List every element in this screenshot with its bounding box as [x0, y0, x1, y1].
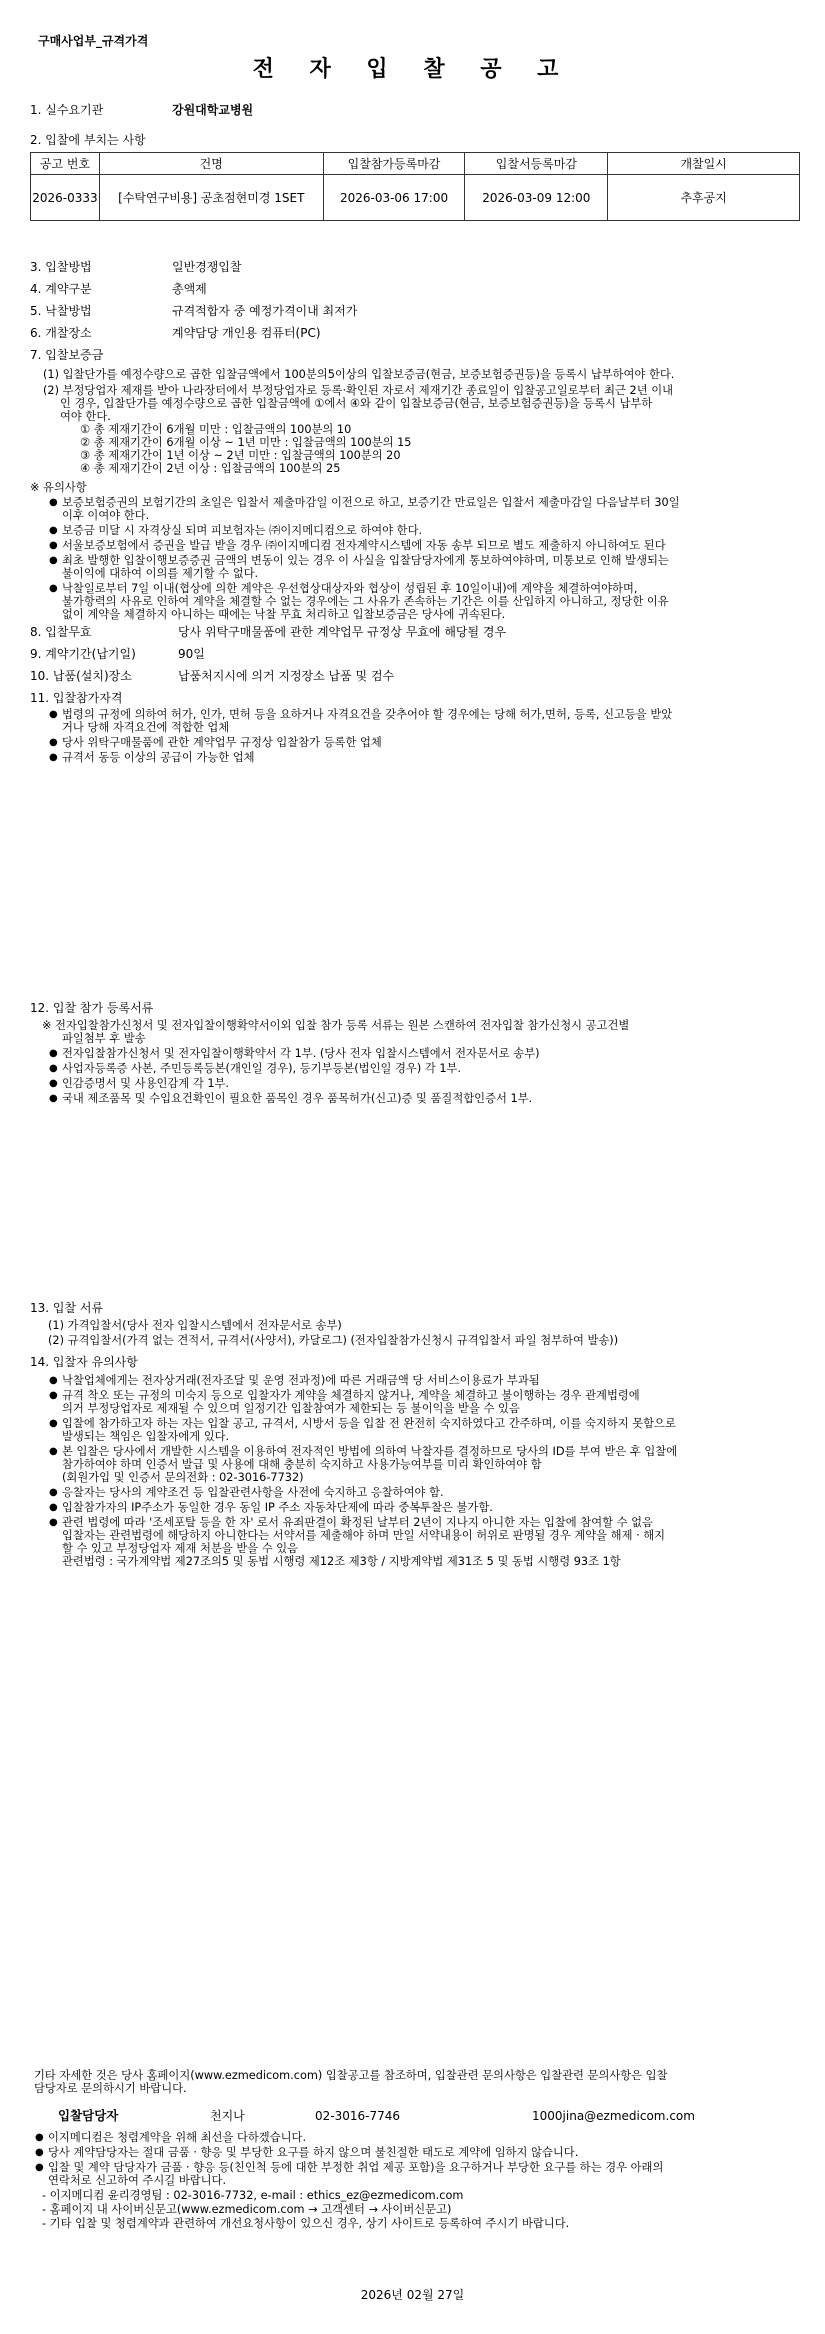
bid-method: 일반경쟁입찰	[172, 260, 242, 274]
ethics-contact-1: - 이지메디컴 윤리경영팀 : 02-3016-7732, e-mail : ethics_ez@ezmedicom.com	[42, 2189, 464, 2202]
ethics-contact-2: - 홈페이지 내 사이버신문고(www.ezmedicom.com → 고객센터 → 사이버신문고)	[42, 2203, 452, 2216]
caution-2-line1: ● 규격 착오 또는 규정의 미숙지 등으로 입찰자가 계약을 체결하지 않거나, 계약을 체결하고 불이행하는 경우 관계법령에	[62, 1389, 640, 1402]
registration-doc-1: ● 전자입찰참가신청서 및 전자입찰이행확약서 각 1부. (당사 전자 입찰시스템에서 전자문서로 송부)	[62, 1047, 540, 1060]
note-4-line1: ● 최초 발행한 입찰이행보증증권 금액의 변동이 있는 경우 이 사실을 입찰담당자에게 통보하여야하며, 미통보로 인해 발생되는	[62, 554, 669, 567]
col-item-name: 건명	[99, 153, 323, 175]
col-notice-number: 공고 번호	[31, 153, 100, 175]
section-2-label: 2. 입찰에 부치는 사항	[30, 133, 146, 147]
notes-label: ※ 유의사항	[30, 481, 87, 494]
table-header-row	[31, 153, 800, 175]
deposit-clause-2-line1: (2) 부정당업자 제재를 받아 나라장터에서 부정당업자로 등록·확인된 자로서 제재기간 종료일이 입찰공고일로부터 최근 2년 이내	[43, 384, 674, 397]
caution-7-line2: 입찰자는 관련법령에 해당하지 아니한다는 서약서를 제출해야 하며 만일 서약내용이 허위로 판명될 경우 계약을 해제 · 해지	[62, 1529, 666, 1542]
ethics-contact-3: - 기타 입찰 및 청렴계약과 관련하여 개선요청사항이 있으신 경우, 상기 사이트로 등록하여 주시기 바랍니다.	[42, 2217, 570, 2230]
ethics-3-line2: 연락처로 신고하여 주시길 바랍니다.	[48, 2174, 227, 2187]
caution-7-line1: ● 관련 법령에 따라 '조세포탈 등을 한 자' 로서 유죄판결이 확정된 날부터 2년이 지나지 아니한 자는 입찰에 참여할 수 없음	[62, 1516, 653, 1529]
section-1-label: 1. 실수요기관	[30, 103, 104, 117]
registration-note-line2: 파일첨부 후 발송	[62, 1032, 146, 1045]
sanction-rate-2: ② 총 제재기간이 6개월 이상 ~ 1년 미만 : 입찰금액의 100분의 15	[80, 436, 412, 449]
caution-3-line2: 발생되는 책임은 입찰자에게 있다.	[62, 1430, 230, 1443]
note-5-line3: 없이 계약을 체결하지 아니하는 때에는 낙찰 무효 처리하고 입찰보증금은 당사에 귀속된다.	[62, 608, 506, 621]
registration-note-line1: ※ 전자입찰참가신청서 및 전자입찰이행확약서이외 입찰 참가 등록 서류는 원본 스캔하여 전자입찰 참가신청시 공고건별	[42, 1019, 630, 1032]
section-5-label: 5. 낙찰방법	[30, 304, 92, 318]
note-5-line2: 불가항력의 사유로 인하여 계약을 체결할 수 없는 경우에는 그 사유가 존속하는 기간은 이를 산입하지 아니하고, 정당한 이유	[62, 595, 669, 608]
contract-type: 총액제	[172, 282, 207, 296]
contact-email[interactable]: 1000jina@ezmedicom.com	[532, 2109, 695, 2123]
registration-doc-4: ● 국내 제조품목 및 수입요건확인이 필요한 품목인 경우 품목허가(신고)증 및 품질적합인증서 1부.	[62, 1092, 532, 1105]
demand-agency: 강원대학교병원	[172, 103, 254, 117]
bid-document-2: (2) 규격입찰서(가격 없는 견적서, 규격서(사양서), 카달로그) (전자입찰참가신청시 규격입찰서 파일 첨부하여 발송))	[48, 1334, 619, 1347]
contact-phone: 02-3016-7746	[315, 2109, 401, 2123]
note-2: ● 보증금 미달 시 자격상실 되며 피보험자는 ㈜이지메디컴으로 하여야 한다.	[62, 524, 422, 537]
ethics-1: ● 이지메디컴은 청렴계약을 위해 최선을 다하겠습니다.	[48, 2131, 306, 2144]
section-4	[30, 281, 207, 297]
note-4-line2: 불이익에 대하여 이의를 제기할 수 없다.	[62, 567, 259, 580]
section-10	[30, 668, 395, 684]
opening-place: 계약담당 개인용 컴퓨터(PC)	[172, 326, 321, 340]
section-14-label: 14. 입찰자 유의사항	[30, 1355, 138, 1369]
caution-7-line3: 할 수 있고 부정당업자 제재 처분을 받을 수 있음	[62, 1542, 299, 1555]
invalid-bid: 당사 위탁구매물품에 관한 계약업무 규정상 무효에 해당될 경우	[178, 625, 507, 639]
qualification-2: ● 당사 위탁구매물품에 관한 계약업무 규정상 입찰참가 등록한 업체	[62, 736, 382, 749]
qualification-3: ● 규격서 동등 이상의 공급이 가능한 업체	[62, 751, 255, 764]
section-5	[30, 303, 358, 319]
bid-deadline: 2026-03-09 12:00	[465, 175, 608, 221]
col-opening-date: 개찰일시	[608, 153, 800, 175]
deposit-clause-2-line2: 인 경우, 입찰단가를 예정수량으로 곱한 입찰금액에 ①에서 ④와 같이 입찰보증금(현금, 보증보험증권등)을 등록시 납부하	[60, 397, 653, 410]
section-4-label: 4. 계약구분	[30, 282, 92, 296]
section-8-label: 8. 입찰무효	[30, 625, 92, 639]
caution-4-line1: ● 본 입찰은 당사에서 개발한 시스템을 이용하여 전자적인 방법에 의하여 낙찰자를 결정하므로 당사의 ID를 부여 받은 후 입찰에	[62, 1445, 677, 1458]
note-1-line2: 이후 이여야 한다.	[62, 509, 150, 522]
delivery-place: 납품처지시에 의거 지정장소 납품 및 검수	[178, 669, 395, 683]
caution-3-line1: ● 입찰에 참가하고자 하는 자는 입찰 공고, 규격서, 시방서 등을 입찰 전 완전히 숙지하였다고 간주하며, 이를 숙지하지 못함으로	[62, 1417, 676, 1430]
qualification-1-line1: ● 법령의 규정에 의하여 허가, 인가, 면허 등을 요하거나 자격요건을 갖추어야 할 경우에는 당해 허가,면허, 등록, 신고등을 받았	[62, 708, 672, 721]
qualification-1-line2: 거나 당해 자격요건에 적합한 업체	[62, 721, 230, 734]
item-name: [수탁연구비용] 공초점현미경 1SET	[99, 175, 323, 221]
sanction-rate-1: ① 총 제재기간이 6개월 미만 : 입찰금액의 100분의 10	[80, 423, 352, 436]
section-7-label: 7. 입찰보증금	[30, 348, 104, 362]
ethics-2: ● 당사 계약담당자는 절대 금품 · 향응 및 부당한 요구를 하지 않으며 불친절한 태도로 계약에 임하지 않습니다.	[48, 2146, 578, 2159]
deposit-clause-1: (1) 입찰단가를 예정수량으로 곱한 입찰금액에서 100분의5이상의 입찰보증금(현금, 보증보험증권등)을 등록시 납부하여야 한다.	[43, 368, 675, 381]
caution-4-line3: (회원가입 및 인증서 문의전화 : 02-3016-7732)	[62, 1471, 304, 1484]
section-13-label: 13. 입찰 서류	[30, 1301, 104, 1315]
announcement-date: 2026년 02월 27일	[360, 2288, 465, 2302]
section-8	[30, 624, 507, 640]
section-9	[30, 646, 205, 662]
caution-5: ● 응찰자는 당사의 계약조건 등 입찰관련사항을 사전에 숙지하고 응찰하여야 함.	[62, 1486, 444, 1499]
note-3: ● 서울보증보험에서 증권을 발급 받을 경우 ㈜이지메디컴 전자계약시스템에 자동 송부 되므로 별도 제출하지 아니하여도 된다	[62, 539, 666, 552]
section-12-label: 12. 입찰 참가 등록서류	[30, 1001, 154, 1015]
deposit-clause-2-line3: 여야 한다.	[60, 410, 111, 423]
section-9-label: 9. 계약기간(납기일)	[30, 647, 136, 661]
registration-deadline: 2026-03-06 17:00	[323, 175, 465, 221]
footer-info-line2: 담당자로 문의하시기 바랍니다.	[34, 2082, 187, 2095]
section-1	[30, 102, 254, 118]
notice-number: 2026-0333	[31, 175, 100, 221]
contact-label: 입찰담당자	[58, 2108, 119, 2123]
caution-2-line2: 의거 부정당업자로 제재될 수 있으며 일정기간 입찰참여가 제한되는 등 불이익을 받을 수 있음	[62, 1402, 520, 1415]
registration-doc-3: ● 인감증명서 및 사용인감계 각 1부.	[62, 1077, 229, 1090]
opening-date: 추후공지	[608, 175, 800, 221]
caution-4-line2: 참가하여야 하며 인증서 발급 및 사용에 대해 충분히 숙지하고 사용가능여부를 미리 확인하여야 함	[62, 1458, 542, 1471]
caution-6: ● 입찰참가자의 IP주소가 동일한 경우 동일 IP 주소 자동차단제에 따라 중복투찰은 불가함.	[62, 1501, 493, 1514]
ethics-3-line1: ● 입찰 및 계약 담당자가 금품 · 향응 등(친인척 등에 대한 부정한 취업 제공 포함)을 요구하거나 부당한 요구를 하는 경우 아래의	[48, 2161, 663, 2174]
footer-info-line1: 기타 자세한 것은 당사 홈페이지(www.ezmedicom.com) 입찰공고를 참조하며, 입찰관련 문의사항은 입찰관련 문의사항은 입찰	[34, 2069, 668, 2082]
section-10-label: 10. 납품(설치)장소	[30, 669, 132, 683]
note-1-line1: ● 보증보험증권의 보험기간의 초일은 입찰서 제출마감일 이전으로 하고, 보증기간 만료일은 입찰서 제출마감일 다음날부터 30일	[62, 496, 680, 509]
col-bid-deadline: 입찰서등록마감	[465, 153, 608, 175]
document-title: 전 자 입 찰 공 고	[252, 57, 573, 82]
contact-name: 천지나	[210, 2109, 245, 2123]
sanction-rate-3: ③ 총 제재기간이 1년 이상 ~ 2년 미만 : 입찰금액의 100분의 20	[80, 449, 401, 462]
caution-1: ● 낙찰업체에게는 전자상거래(전자조달 및 운영 전과정)에 따른 거래금액 당 서비스이용료가 부과됨	[62, 1374, 540, 1387]
col-registration-deadline: 입찰참가등록마감	[323, 153, 465, 175]
caution-7-line4: 관련법령 : 국가계약법 제27조의5 및 동법 시행령 제12조 제3항 / 지방계약법 제31조 5 및 동법 시행령 93조 1항	[62, 1555, 621, 1568]
bid-items-table	[30, 152, 800, 221]
table-row	[31, 175, 800, 221]
contract-period: 90일	[178, 647, 205, 661]
section-6-label: 6. 개찰장소	[30, 326, 92, 340]
bid-document-1: (1) 가격입찰서(당사 전자 입찰시스템에서 전자문서로 송부)	[48, 1319, 342, 1332]
section-6	[30, 325, 321, 341]
award-method: 규격적합자 중 예정가격이내 최저가	[172, 304, 358, 318]
section-11-label: 11. 입찰참가자격	[30, 691, 123, 705]
section-3	[30, 259, 242, 275]
section-3-label: 3. 입찰방법	[30, 260, 92, 274]
department-header: 구매사업부_규격가격	[38, 34, 149, 48]
registration-doc-2: ● 사업자등록증 사본, 주민등록등본(개인일 경우), 등기부등본(법인일 경우) 각 1부.	[62, 1062, 461, 1075]
sanction-rate-4: ④ 총 제재기간이 2년 이상 : 입찰금액의 100분의 25	[80, 462, 341, 475]
note-5-line1: ● 낙찰일로부터 7일 이내(협상에 의한 계약은 우선협상대상자와 협상이 성립된 후 10일이내)에 계약을 체결하여야하며,	[62, 582, 637, 595]
